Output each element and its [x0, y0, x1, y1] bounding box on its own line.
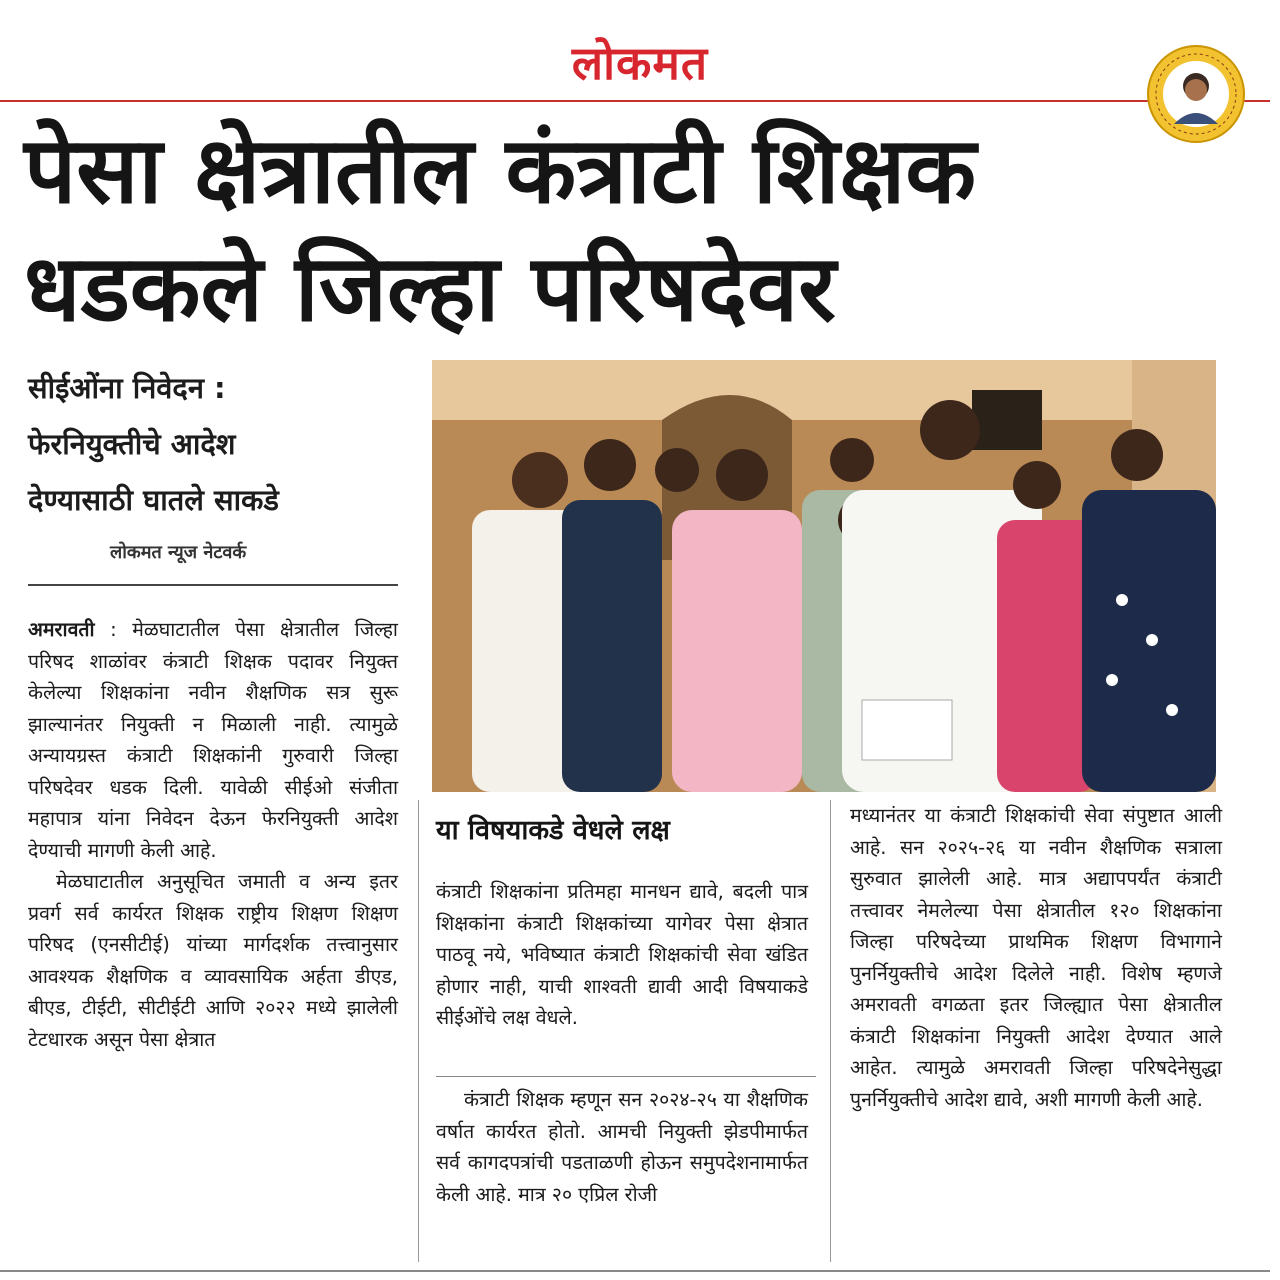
- article-column-1: [28, 614, 398, 1055]
- box-text: [436, 876, 808, 1034]
- headline: [24, 112, 1244, 348]
- box-paragraph: कंत्राटी शिक्षकांना प्रतिमहा मानधन द्यावे, बदली पात्र शिक्षकांना कंत्राटी शिक्षकांच्या यागेवर पेसा क्षेत्रात पाठवू नये, भविष्यात कंत्राटी शिक्षकांची सेवा खंडित होणार नाही, याची शाश्वती द्यावी आदी विषयाकडे सीईओंचे लक्ष वेधले.: [436, 880, 808, 1029]
- masthead-rule: [0, 100, 1270, 102]
- article-column-2: [436, 1084, 808, 1210]
- subheadline-line-3: देण्यासाठी घातले साकडे: [28, 483, 279, 517]
- article-paragraph-1: [28, 614, 398, 866]
- byline-rule: [28, 584, 398, 586]
- article-paragraph-4: मध्यानंतर या कंत्राटी शिक्षकांची सेवा संपुष्टात आली आहे. सन २०२५-२६ या नवीन शैक्षणिक सत्राला सुरुवात झालेली आहे. मात्र अद्यापपर्यंत कंत्राटी तत्त्वावर नेमलेल्या पेसा क्षेत्रातील १२० शिक्षकांना जिल्हा परिषदेच्या प्राथमिक शिक्षण विभागाने पुनर्नियुक्तीचे आदेश दिलेले नाही. विशेष म्हणजे अमरावती वगळता इतर जिल्ह्यात पेसा क्षेत्रातील कंत्राटी शिक्षकांना नियुक्ती आदेश देण्यात आले आहेत. त्यामुळे अमरावती जिल्हा परिषदेनेसुद्धा पुनर्नियुक्तीचे आदेश द्यावे, अशी मागणी केली आहे.: [850, 804, 1222, 1111]
- box-rule: [436, 1076, 816, 1077]
- column-separator: [830, 800, 831, 1262]
- subheadline-line-2: फेरनियुक्तीचे आदेश: [28, 427, 236, 461]
- subheadline-line-1: सीईओंना निवेदन :: [28, 371, 226, 405]
- headline-line-2: धडकले जिल्हा परिषदेवर: [24, 235, 836, 342]
- newspaper-logo: लोकमत: [571, 36, 709, 90]
- masthead: [0, 28, 1280, 98]
- box-heading: या विषयाकडे वेधले लक्ष: [436, 815, 670, 846]
- page-bottom-rule: [0, 1270, 1270, 1272]
- column-separator: [418, 800, 419, 1262]
- article-column-3: [850, 800, 1222, 1115]
- article-paragraph-2: मेळघाटातील अनुसूचित जमाती व अन्य इतर प्रवर्ग सर्व कार्यरत शिक्षक राष्ट्रीय शिक्षण शिक्षण परिषद (एनसीटीई) यांच्या मार्गदर्शक तत्त्वानुसार आवश्यक शैक्षणिक व व्यावसायिक अर्हता डीएड, बीएड, टीईटी, सीटीईटी आणि २०२२ मध्ये झालेली टेटधारक असून पेसा क्षेत्रात: [28, 870, 398, 1051]
- dateline: अमरावती: [28, 618, 95, 641]
- news-photo: [432, 360, 1216, 792]
- subheadline: [28, 360, 418, 528]
- byline: लोकमत न्यूज नेटवर्क: [110, 542, 247, 563]
- paragraph-1-text: : मेळघाटातील पेसा क्षेत्रातील जिल्हा परिषद शाळांवर कंत्राटी शिक्षक पदावर नियुक्त केलेल्या शिक्षकांना नवीन शैक्षणिक सत्र सुरू झाल्यानंतर नियुक्ती न मिळाली नाही. त्यामुळे अन्यायग्रस्त कंत्राटी शिक्षकांनी गुरुवारी जिल्हा परिषदेवर धडक दिली. यावेळी सीईओ संजीता महापात्र यांना निवेदन देऊन फेरनियुक्ती आदेश देण्याची मागणी केली आहे.: [28, 618, 398, 862]
- headline-line-1: पेसा क्षेत्रातील कंत्राटी शिक्षक: [24, 117, 977, 224]
- article-paragraph-3: कंत्राटी शिक्षक म्हणून सन २०२४-२५ या शैक्षणिक वर्षात कार्यरत होतो. आमची नियुक्ती झेडपीमार्फत सर्व कागदपत्रांची पडताळणी होऊन समुपदेशनामार्फत केली आहे. मात्र २० एप्रिल रोजी: [436, 1088, 808, 1206]
